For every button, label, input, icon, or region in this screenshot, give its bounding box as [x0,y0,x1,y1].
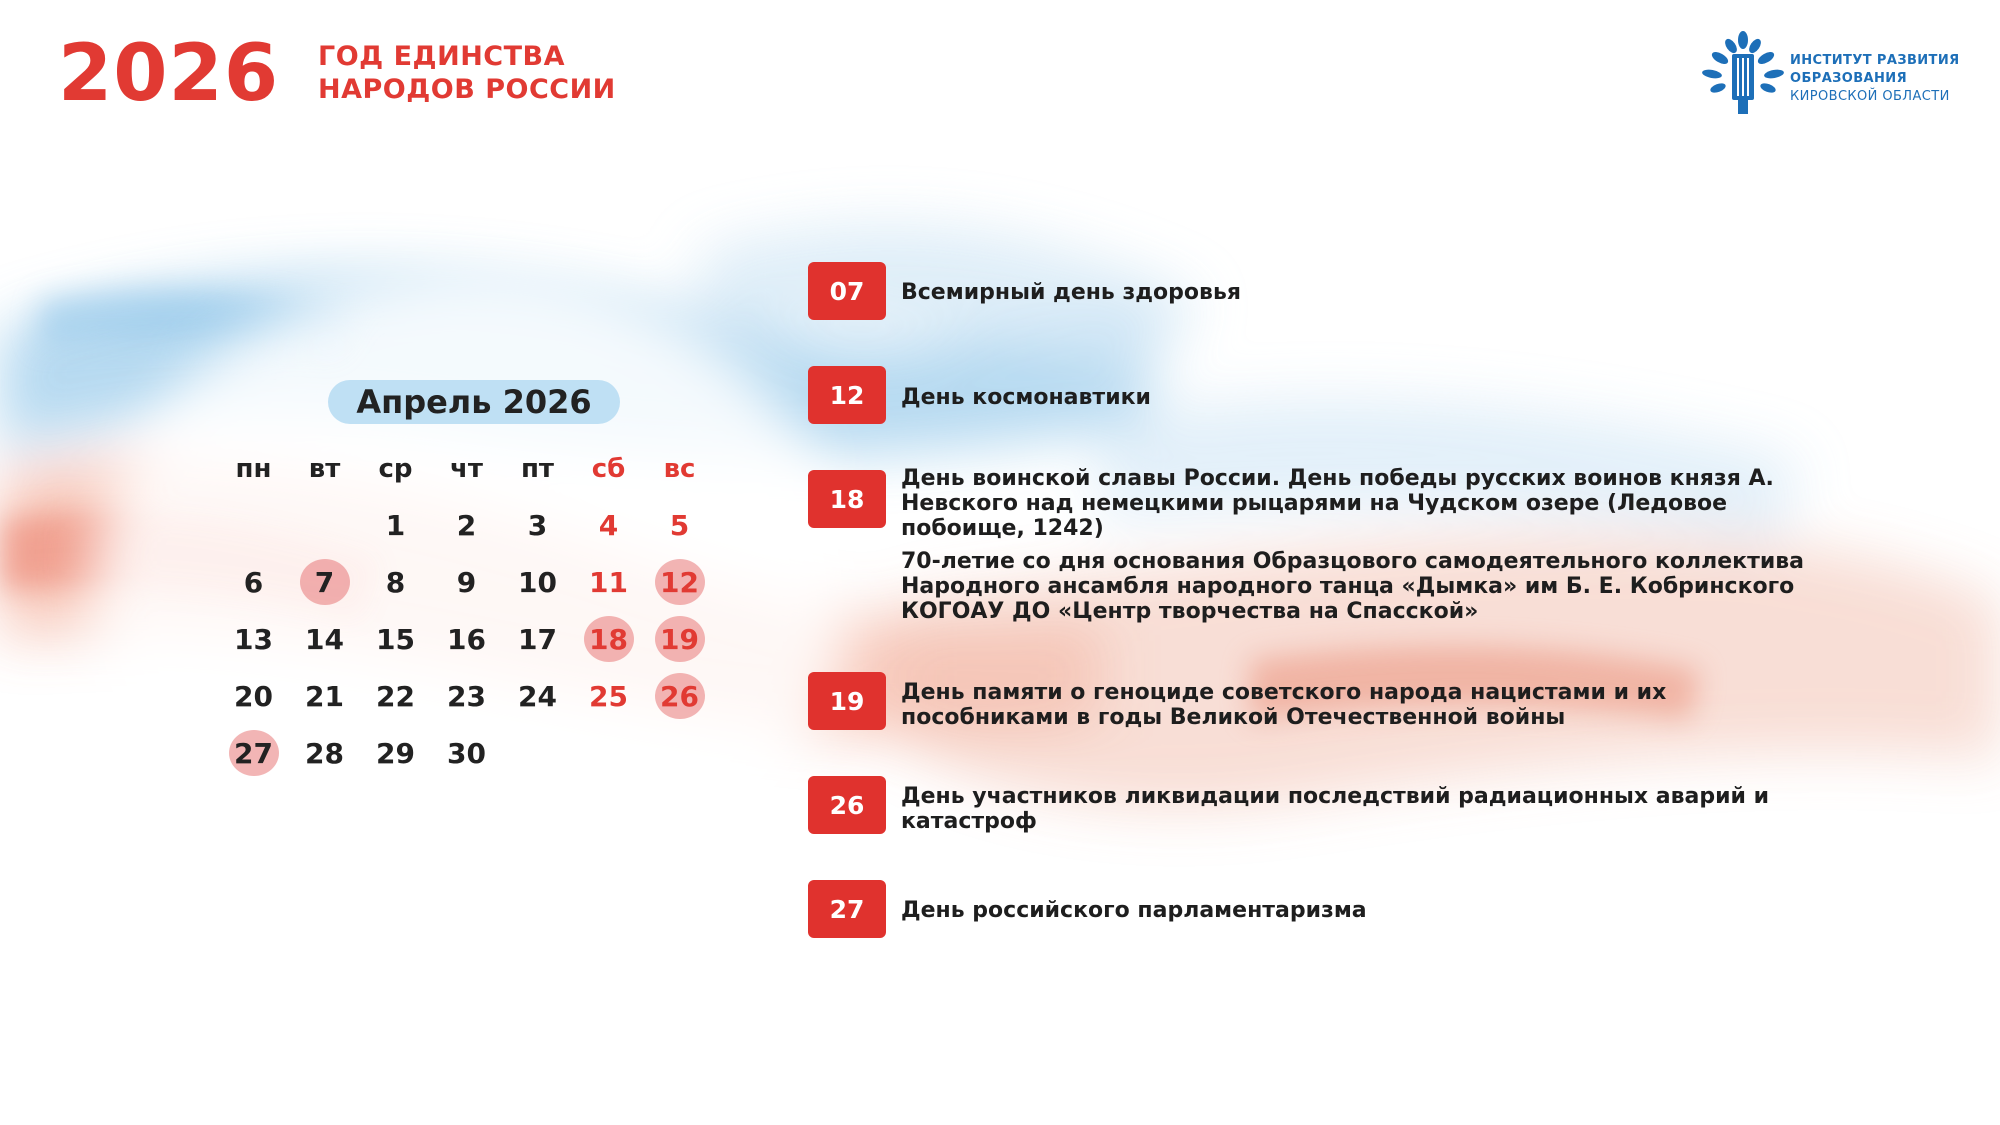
header-title-line2: НАРОДОВ РОССИИ [318,74,616,105]
weekday-label: пт [520,453,555,484]
weekday-label: ср [378,453,413,484]
header-title [318,40,616,106]
calendar-week [218,668,715,725]
calendar-week [218,554,715,611]
calendar-day [502,725,573,782]
event-date-badge: 27 [808,880,886,938]
calendar-day: 26 [644,668,715,725]
logo-line2: ОБРАЗОВАНИЯ [1790,71,1907,86]
calendar-day: 24 [518,680,557,713]
calendar-day [573,725,644,782]
calendar-day: 27 [218,725,289,782]
event-title: День памяти о геноциде советского народа нацистами и их пособниками в годы Великой Отечественной войны [901,680,1667,730]
event-date-badge: 26 [808,776,886,834]
event-title: День космонавтики [901,385,1151,410]
calendar-day: 5 [669,509,690,542]
header-year: 2026 [58,29,280,119]
weekday-label: чт [450,453,483,484]
calendar-day [289,497,360,554]
logo-text [1790,52,1960,106]
event-title: Всемирный день здоровья [901,280,1241,305]
header-title-line1: ГОД ЕДИНСТВА [318,41,565,72]
event-title [901,466,1805,624]
calendar-day: 16 [447,623,486,656]
calendar-day: 20 [234,680,273,713]
weekday-label: вт [308,453,341,484]
calendar-day: 11 [589,566,628,599]
event-title-part1: День воинской славы России. День победы русских воинов князя А. Невского над немецкими рыцарями на Чудском озере (Ледовое побоище, 1242) [901,466,1774,541]
calendar-day: 29 [376,737,415,770]
event-title-part2: 70-летие со дня основания Образцового самодеятельного коллектива Народного ансамбля народного танца «Дымка» им Б. Е. Кобринского КОГОАУ ДО «Центр творчества на Спасской» [901,549,1805,624]
event-date-badge: 18 [808,470,886,528]
weekday-label: вс [663,453,696,484]
weekday-label: сб [591,453,626,484]
calendar-day: 10 [518,566,557,599]
event-date-badge: 19 [808,672,886,730]
tree-flower-logo-icon [1698,30,1788,116]
calendar-day: 23 [447,680,486,713]
calendar-day: 17 [518,623,557,656]
calendar-day: 22 [376,680,415,713]
calendar-day: 9 [456,566,477,599]
calendar-day: 4 [598,509,619,542]
calendar-day [218,497,289,554]
calendar-grid [218,440,715,782]
calendar-day: 30 [447,737,486,770]
calendar-day: 15 [376,623,415,656]
calendar-day: 12 [644,554,715,611]
logo-line1: ИНСТИТУТ РАЗВИТИЯ [1790,53,1960,68]
weekday-header-row [218,440,715,497]
calendar-day: 1 [385,509,406,542]
calendar-day: 13 [234,623,273,656]
calendar-day: 2 [456,509,477,542]
event-date-badge: 12 [808,366,886,424]
calendar-day: 18 [573,611,644,668]
event-title: День участников ликвидации последствий радиационных аварий и катастроф [901,784,1770,834]
calendar-day: 19 [644,611,715,668]
calendar-day: 14 [305,623,344,656]
event-date-badge: 07 [808,262,886,320]
calendar-day: 7 [289,554,360,611]
calendar-day [644,725,715,782]
event-title: День российского парламентаризма [901,898,1367,923]
calendar-week [218,497,715,554]
calendar-day: 25 [589,680,628,713]
weekday-label: пн [235,453,272,484]
calendar-day: 21 [305,680,344,713]
calendar-week [218,611,715,668]
logo-line3: КИРОВСКОЙ ОБЛАСТИ [1790,89,1950,104]
calendar-day: 28 [305,737,344,770]
calendar-day: 3 [527,509,548,542]
calendar-day: 6 [243,566,264,599]
calendar-day: 8 [385,566,406,599]
month-label: Апрель 2026 [328,380,620,424]
calendar-week [218,725,715,782]
